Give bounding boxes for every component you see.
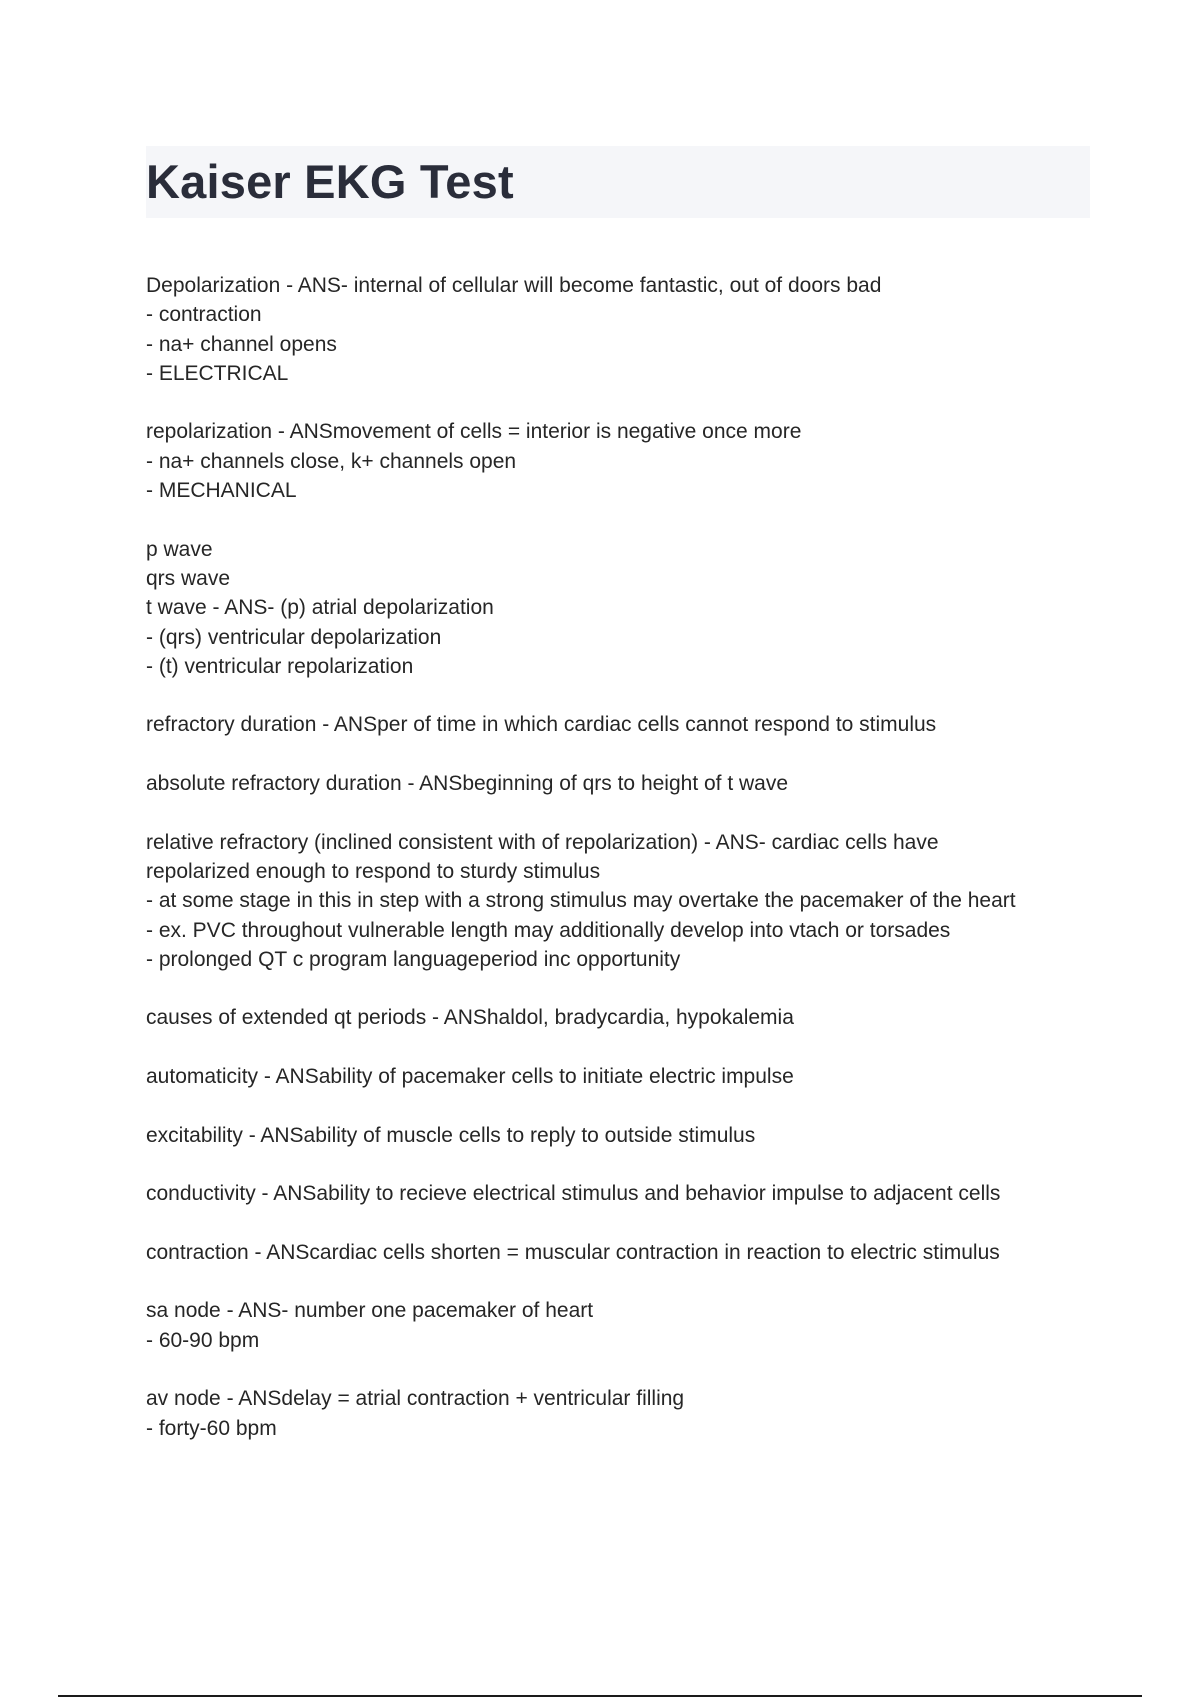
qa-entry xyxy=(146,417,1106,505)
entry-text-line: - ELECTRICAL xyxy=(146,361,289,385)
entry-heading-line: excitability - ANSability of muscle cells to reply to outside stimulus xyxy=(146,1123,756,1147)
entry-text-line: - MECHANICAL xyxy=(146,479,297,503)
entry-heading-line: repolarization - ANSmovement of cells = interior is negative once more xyxy=(146,420,802,444)
entry-heading-line: automaticity - ANSability of pacemaker cells to initiate electric impulse xyxy=(146,1065,794,1089)
qa-entry xyxy=(146,1238,1106,1267)
qa-entry xyxy=(146,1062,1106,1091)
qa-entry xyxy=(146,828,1106,974)
qa-entry xyxy=(146,1384,1106,1443)
qa-entry xyxy=(146,1121,1106,1150)
entry-heading-line: relative refractory (inclined consistent with of repolarization) - ANS- cardiac cells have xyxy=(146,830,939,854)
entry-heading-line: p wave xyxy=(146,537,213,561)
entry-heading-line: contraction - ANScardiac cells shorten = muscular contraction in reaction to electric stimulus xyxy=(146,1240,1000,1264)
qa-entry xyxy=(146,1003,1106,1032)
entry-text-line: - at some stage in this in step with a strong stimulus may overtake the pacemaker of the heart xyxy=(146,889,1016,913)
entry-heading-line: av node - ANSdelay = atrial contraction + ventricular filling xyxy=(146,1387,685,1411)
entry-text-line: - forty-60 bpm xyxy=(146,1416,277,1440)
entry-text-line: - 60-90 bpm xyxy=(146,1328,260,1352)
entry-heading-line: refractory duration - ANSper of time in which cardiac cells cannot respond to stimulus xyxy=(146,713,937,737)
qa-entry xyxy=(146,1296,1106,1355)
entry-heading-line: Depolarization - ANS- internal of cellular will become fantastic, out of doors bad xyxy=(146,274,882,297)
entry-text-line: - ex. PVC throughout vulnerable length may additionally develop into vtach or torsades xyxy=(146,918,951,942)
entry-text-line: - (t) ventricular repolarization xyxy=(146,654,414,678)
qa-entry xyxy=(146,535,1106,681)
entry-text-line: - prolonged QT c program languageperiod inc opportunity xyxy=(146,947,681,971)
document-body xyxy=(146,271,1106,1472)
entry-text-line: - contraction xyxy=(146,303,262,327)
qa-entry xyxy=(146,769,1106,798)
entry-text-line: - na+ channel opens xyxy=(146,332,337,356)
qa-entry xyxy=(146,710,1106,739)
qa-entry xyxy=(146,271,1106,388)
entry-text-line: qrs wave xyxy=(146,566,231,590)
qa-entry xyxy=(146,1179,1106,1208)
entry-heading-line: sa node - ANS- number one pacemaker of heart xyxy=(146,1299,594,1323)
entry-text-line: - na+ channels close, k+ channels open xyxy=(146,449,517,473)
entry-heading-line: causes of extended qt periods - ANShaldol, bradycardia, hypokalemia xyxy=(146,1006,794,1030)
entry-text-line: t wave - ANS- (p) atrial depolarization xyxy=(146,596,494,620)
footer-divider xyxy=(58,1695,1142,1697)
title-banner xyxy=(146,146,1090,218)
entry-heading-line: conductivity - ANSability to recieve electrical stimulus and behavior impulse to adjacent cells xyxy=(146,1182,1001,1206)
entry-text-line: - (qrs) ventricular depolarization xyxy=(146,625,442,649)
page-title: Kaiser EKG Test xyxy=(146,155,514,208)
entry-heading-line: absolute refractory duration - ANSbeginning of qrs to height of t wave xyxy=(146,772,789,796)
entry-text-line: repolarized enough to respond to sturdy stimulus xyxy=(146,859,601,883)
